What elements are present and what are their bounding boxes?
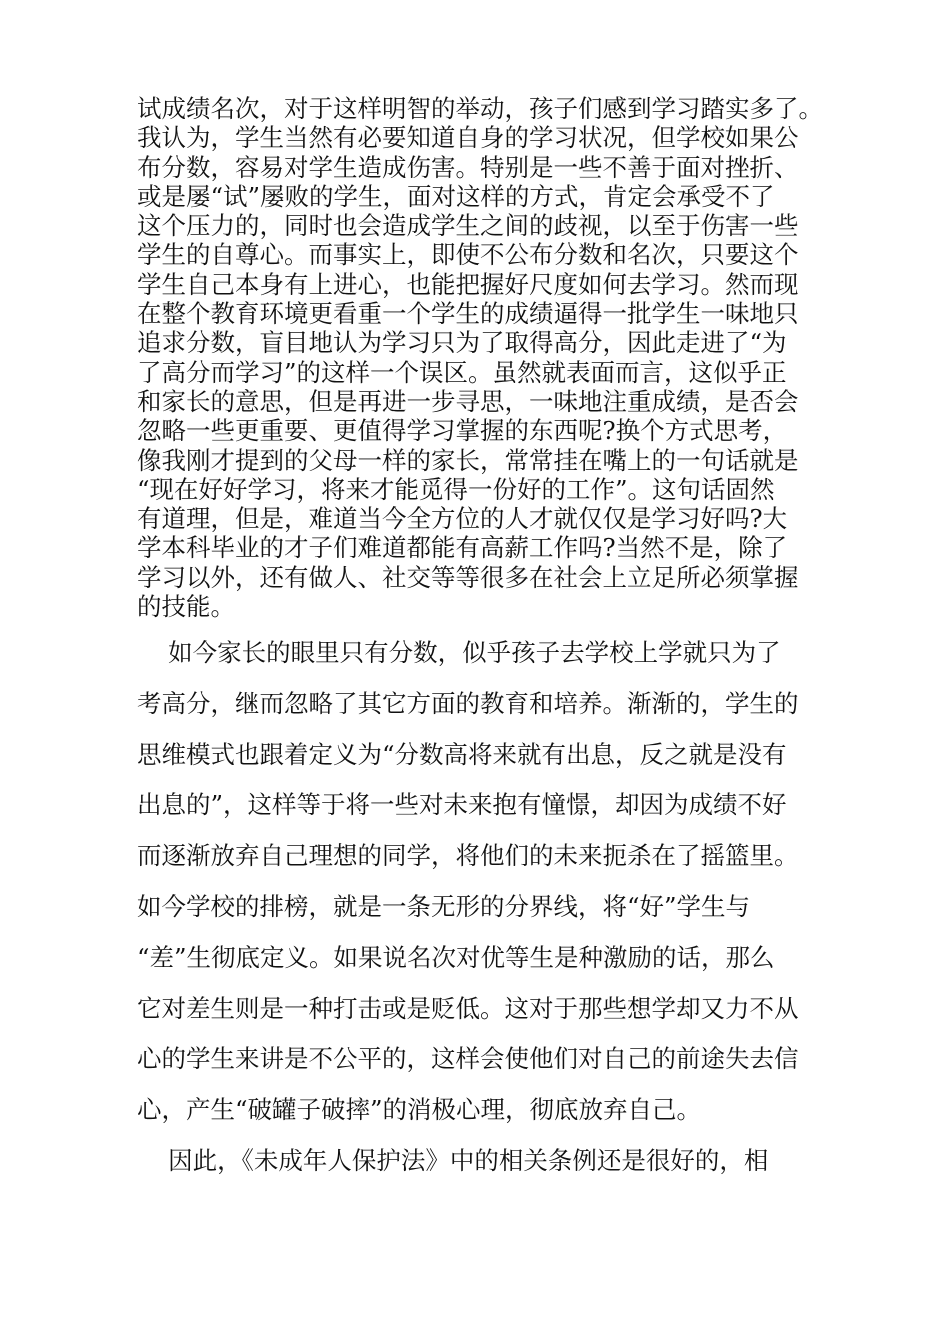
- text-line: 学生的自尊心。而事实上，即使不公布分数和名次，只要这个: [137, 240, 799, 270]
- text-line: 试成绩名次，对于这样明智的举动，孩子们感到学习踏实多了。: [137, 94, 823, 123]
- text-line: 了高分而学习”的这样一个误区。虽然就表面而言，这似乎正: [137, 357, 787, 387]
- text-line: 思维模式也跟着定义为“分数高将来就有出息，反之就是没有: [137, 739, 787, 769]
- text-line: 布分数，容易对学生造成伤害。特别是一些不善于面对挫折、: [137, 152, 799, 182]
- text-line: 心的学生来讲是不公平的，这样会使他们对自己的前途失去信: [137, 1044, 799, 1074]
- text-line: 因此，《未成年人保护法》中的相关条例还是很好的，相: [137, 1145, 769, 1175]
- text-line: “差”生彻底定义。如果说名次对优等生是种激励的话，那么: [137, 942, 775, 972]
- text-line: 有道理，但是，难道当今全方位的人才就仅仅是学习好吗?大: [137, 504, 788, 534]
- text-line: 忽略一些更重要、更值得学习掌握的东西呢?换个方式思考，: [137, 416, 788, 446]
- text-line: 在整个教育环境更看重一个学生的成绩逼得一批学生一味地只: [137, 299, 799, 329]
- text-line: 而逐渐放弃自己理想的同学，将他们的未来扼杀在了摇篮里。: [137, 841, 799, 871]
- text-line: 像我刚才提到的父母一样的家长，常常挂在嘴上的一句话就是: [137, 445, 799, 475]
- text-line: 我认为，学生当然有必要知道自身的学习状况，但学校如果公: [137, 123, 799, 153]
- text-line: 它对差生则是一种打击或是贬低。这对于那些想学却又力不从: [137, 993, 799, 1023]
- text-line: 的技能。: [137, 592, 235, 622]
- text-line: 考高分，继而忽略了其它方面的教育和培养。渐渐的，学生的: [137, 688, 799, 718]
- text-line: 或是屡“试”屡败的学生，面对这样的方式，肯定会承受不了: [137, 181, 775, 211]
- text-line: 心，产生“破罐子破摔”的消极心理，彻底放弃自己。: [137, 1095, 702, 1125]
- text-line: 如今学校的排榜，就是一条无形的分界线，将“好”学生与: [137, 891, 751, 921]
- text-line: 追求分数，盲目地认为学习只为了取得高分，因此走进了“为: [137, 328, 787, 358]
- text-line: 学习以外，还有做人、社交等等很多在社会上立足所必须掌握: [137, 562, 799, 592]
- text-line: 和家长的意思，但是再进一步寻思，一味地注重成绩，是否会: [137, 386, 799, 416]
- paragraph-body: [137, 628, 837, 1187]
- text-line: “现在好好学习，将来才能觅得一份好的工作”。这句话固然: [137, 474, 775, 504]
- paragraph-continuation: [137, 94, 837, 621]
- text-line: 学本科毕业的才子们难道都能有高薪工作吗?当然不是，除了: [137, 533, 788, 563]
- text-line: 如今家长的眼里只有分数，似乎孩子去学校上学就只为了: [137, 638, 781, 667]
- text-line: 这个压力的，同时也会造成学生之间的歧视，以至于伤害一些: [137, 211, 799, 241]
- text-line: 学生自己本身有上进心，也能把握好尺度如何去学习。然而现: [137, 269, 799, 299]
- text-line: 出息的”，这样等于将一些对未来抱有憧憬，却因为成绩不好: [137, 790, 787, 820]
